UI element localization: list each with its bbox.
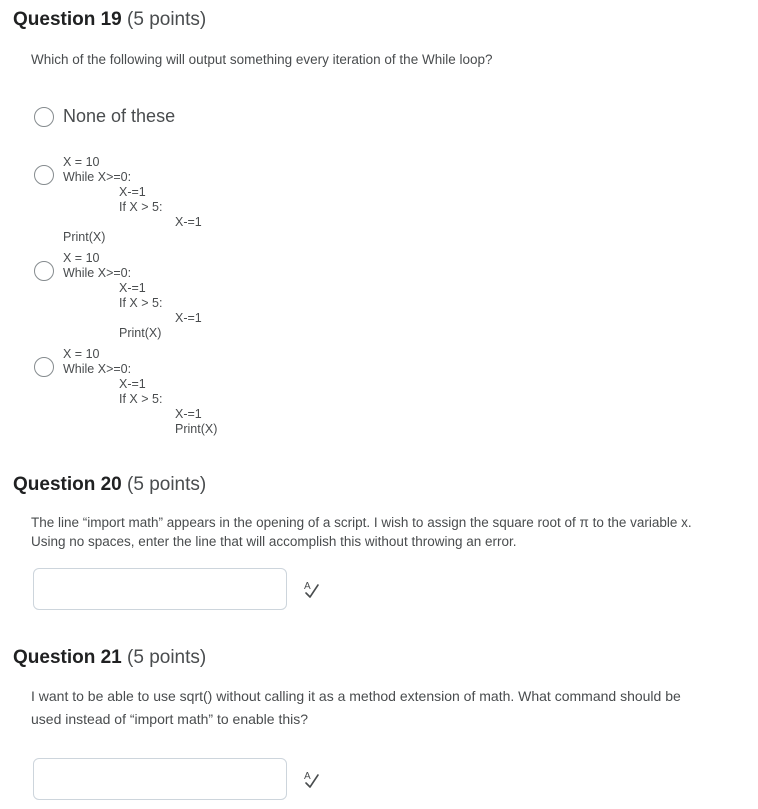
svg-text:A: A [304,771,311,782]
q19-option-4-line-1: X = 10 [63,347,100,361]
q19-option-3-line-2: While X>=0: [63,266,132,280]
q19-option-3-line-4: If X > 5: [119,296,163,310]
q19-option-2-line-6: Print(X) [63,230,106,244]
q19-option-4-radio[interactable] [34,357,54,377]
q19-option-3-line-1: X = 10 [63,251,100,265]
question-21-prompt-line-2: used instead of “import math” to enable this? [31,711,309,727]
q19-option-2-radio[interactable] [34,165,54,185]
question-21-title [13,647,206,669]
question-20-points: (5 points) [127,474,207,495]
question-20-number: Question 20 [13,474,122,495]
question-19-number: Question 19 [13,9,122,30]
q19-option-2-line-5: X-=1 [175,215,202,229]
q19-option-4-line-5: X-=1 [175,407,202,421]
q19-option-2-line-4: If X > 5: [119,200,163,214]
question-19-prompt: Which of the following will output something every iteration of the While loop? [31,52,493,67]
q19-option-1-label[interactable]: None of these [63,106,176,126]
question-20-prompt-line-2: Using no spaces, enter the line that will accomplish this without throwing an error. [31,534,517,549]
question-19-title [13,9,206,31]
question-21-answer-input[interactable] [33,758,287,800]
q19-option-2-line-3: X-=1 [119,185,146,199]
question-19-points: (5 points) [127,9,207,30]
question-21-number: Question 21 [13,647,122,668]
q19-option-4-line-3: X-=1 [119,377,146,391]
q19-option-3-line-6: Print(X) [119,326,162,340]
question-20-answer-input[interactable] [33,568,287,610]
question-20-title [13,474,206,496]
q19-option-2-line-1: X = 10 [63,155,100,169]
q19-option-1-radio[interactable] [34,107,54,127]
q19-option-4-line-4: If X > 5: [119,392,163,406]
spellcheck-icon[interactable] [301,579,321,599]
q19-option-3-radio[interactable] [34,261,54,281]
q19-option-3-line-3: X-=1 [119,281,146,295]
q19-option-3-line-5: X-=1 [175,311,202,325]
svg-text:A: A [304,581,311,592]
question-21-prompt-line-1: I want to be able to use sqrt() without calling it as a method extension of math. What command should be [31,688,681,704]
q19-option-4-line-2: While X>=0: [63,362,132,376]
spellcheck-icon[interactable] [301,769,321,789]
q19-option-2-line-2: While X>=0: [63,170,132,184]
question-21-points: (5 points) [127,647,207,668]
question-20-prompt-line-1: The line “import math” appears in the opening of a script. I wish to assign the square root of π to the variable x. [31,515,692,530]
q19-option-4-line-6: Print(X) [175,422,218,436]
